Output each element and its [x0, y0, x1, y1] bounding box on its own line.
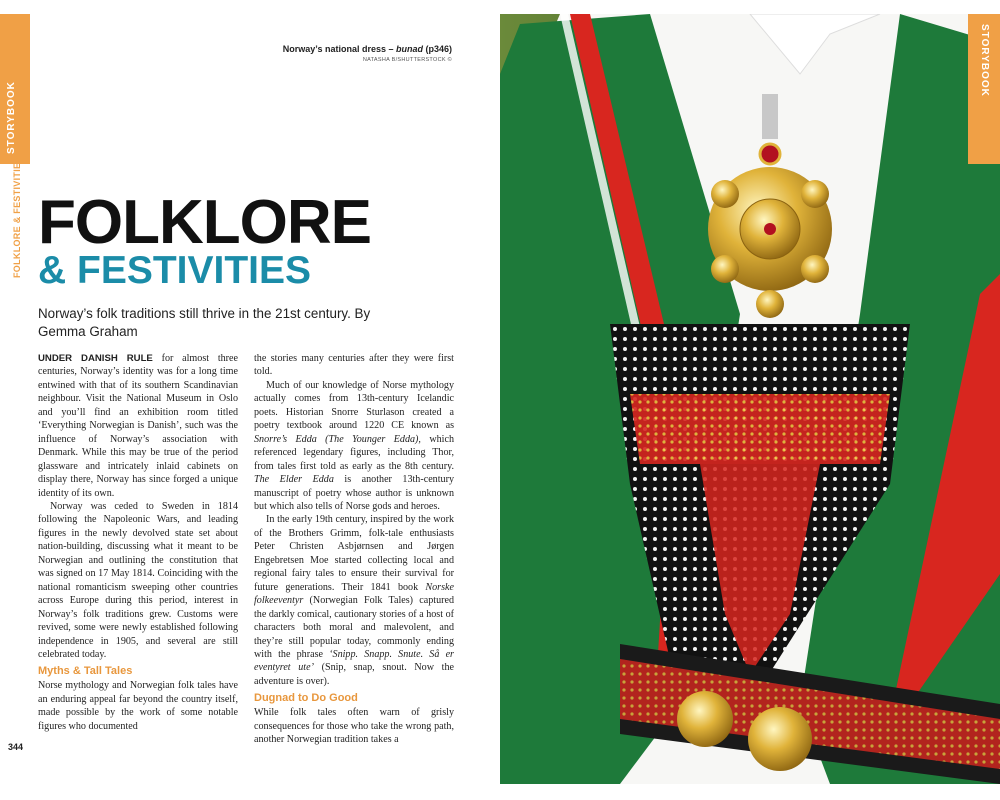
- paragraph: While folk tales often warn of grisly consequences for those who take the wrong path, another Norwegian tradition takes a: [254, 707, 454, 746]
- paragraph-text: (Norwegian Folk Tales) captured the darkly comical, cautionary stories of a host of characters both moral and malevolent, and they’re still popular today, commonly ending with the phrase: [254, 595, 454, 660]
- body-column-1: [38, 352, 238, 733]
- caption-text: Norway’s national dress –: [282, 44, 396, 54]
- body-column-2: [254, 352, 454, 747]
- belt-buckle-left: [677, 691, 733, 747]
- paragraph: [38, 352, 238, 500]
- paragraph: the stories many centuries after they were first told.: [254, 353, 454, 378]
- section-tab-label: STORYBOOK: [979, 24, 990, 97]
- bunad-photo: [500, 14, 1000, 784]
- photo-credit: NATASHA B/SHUTTERSTOCK ©: [362, 57, 452, 63]
- book-title: Snorre’s Edda (The Younger Edda),: [254, 433, 421, 445]
- lead-in: UNDER DANISH RULE: [38, 353, 153, 364]
- book-title: Norske folkeeventyr: [254, 581, 454, 607]
- beadwork-band: [630, 394, 890, 464]
- running-section-label: FOLKLORE & FESTIVITIES: [12, 156, 22, 278]
- subheading-myths: Myths & Tall Tales: [38, 665, 133, 678]
- paragraph: [254, 379, 454, 514]
- page-number: 344: [8, 742, 24, 752]
- belt-buckle-right: [748, 707, 812, 771]
- title-line-1: FOLKLORE: [38, 188, 371, 257]
- bunad-illustration: [500, 14, 1000, 784]
- paragraph-text: In the early 19th century, inspired by the work of the Brothers Grimm, folk-tale enthusiasts Peter Christen Asbjørnsen and Jørgen Engebretsen Moe started collecting local and regional fairy tales to ensure their survival for future generations. Their 1841 book: [254, 514, 454, 593]
- caption-italic: bunad: [395, 44, 423, 54]
- section-tab-label: STORYBOOK: [6, 81, 17, 154]
- phrase: ‘Snipp. Snapp. Snute. Så er eventyret ute’: [254, 648, 454, 674]
- title-line-2: & FESTIVITIES: [38, 249, 312, 292]
- section-tab-left: [0, 14, 30, 164]
- section-tab-right: [968, 14, 1000, 164]
- book-title: The Elder Edda: [254, 474, 334, 486]
- paragraph-text: for almost three centuries, Norway’s identity was for a long time entwined with that of its southern Scandinavian neighbour. Visit the National Museum in Oslo and you’ll find an exhibition room titled ‘Everything Norwegian is Danish’, such was the influence of Norway’s association with Denmark. While this may be true of the period glassware and intricately inlaid cabinets on display there, Norway has since forged a unique identity of its own.: [38, 353, 238, 499]
- paragraph-text: Much of our knowledge of Norse mythology actually comes from 13th-century Icelandic poets. Historian Snorre Sturlason created a poetry textbook around 1220 CE known as: [254, 379, 454, 432]
- caption-ref: (p346): [422, 44, 452, 54]
- paragraph: [254, 513, 454, 688]
- paragraph-text: is another 13th-century manuscript of poetry whose author is unknown but which also tells of Norse gods and heroes.: [254, 474, 454, 512]
- paragraph-text: (Snip, snap, snout. Now the adventure is over).: [254, 662, 454, 687]
- paragraph-text: which referenced legendary figures, including Thor, from tales first told as early as the 8th century.: [254, 433, 454, 472]
- paragraph: Norway was ceded to Sweden in 1814 following the Napoleonic Wars, and leading figures in the newly devolved state set about nation-building, discussing what it meant to be Norwegian and outlining the constitution that was signed on 17 May 1814. Coinciding with the national romanticism sweeping other countries across Europe during this period, interest in Norway’s folk traditions grew. Customs were revived, some were newly established following independence in 1905, and several are still celebrated today.: [38, 500, 238, 660]
- photo-caption: [283, 44, 452, 63]
- standfirst: Norway’s folk traditions still thrive in the 21st century. By Gemma Graham: [38, 306, 371, 339]
- subheading-dugnad: Dugnad to Do Good: [254, 692, 358, 705]
- paragraph: Norse mythology and Norwegian folk tales have an enduring appeal far beyond the country itself, made possible by the work of some notable figures who documented: [38, 680, 238, 732]
